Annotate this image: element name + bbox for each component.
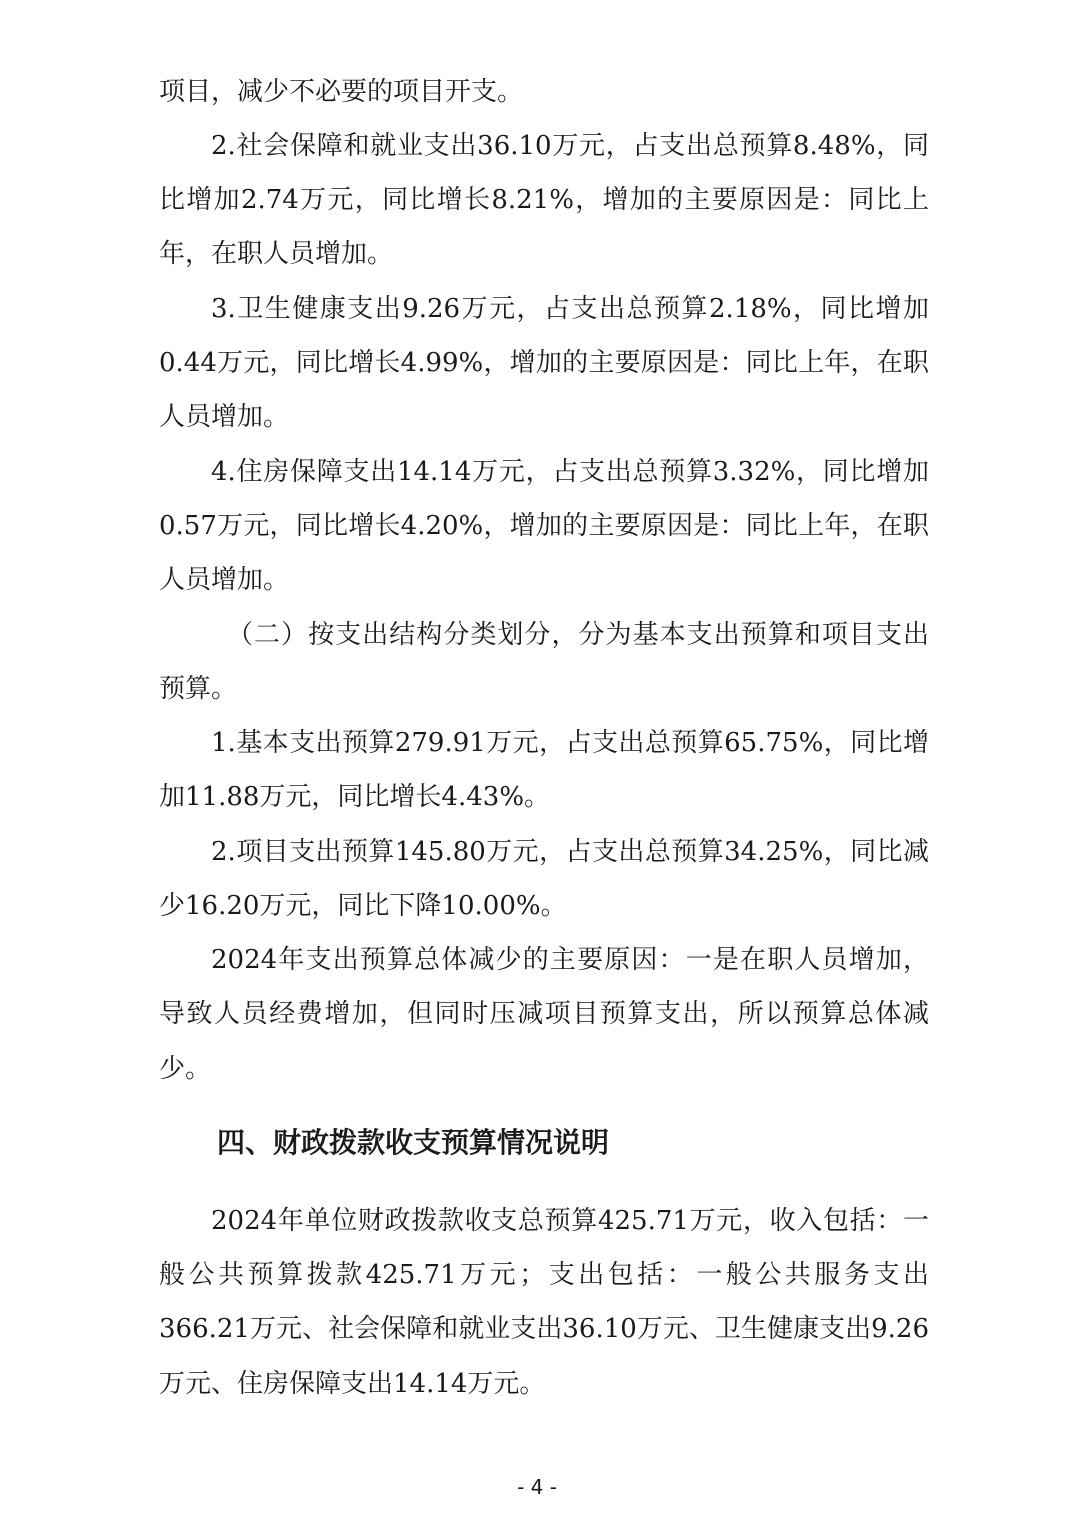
paragraph-line: 般公共预算拨款425.71万元；支出包括：一般公共服务支出 [159, 1260, 929, 1290]
paragraph-line: 4.住房保障支出14.14万元，占支出总预算3.32%，同比增加 [211, 457, 929, 487]
paragraph-line: 少16.20万元，同比下降10.00%。 [159, 891, 567, 921]
paragraph-line: 3.卫生健康支出9.26万元，占支出总预算2.18%，同比增加 [211, 294, 929, 324]
paragraph-line: 2.社会保障和就业支出36.10万元，占支出总预算8.48%，同 [211, 131, 929, 161]
paragraph-line: 人员增加。 [159, 402, 290, 432]
paragraph-line: 万元、住房保障支出14.14万元。 [159, 1369, 546, 1399]
paragraph-line: 2024年支出预算总体减少的主要原因：一是在职人员增加， [211, 945, 929, 975]
paragraph-line: 少。 [159, 1054, 212, 1084]
paragraph-line: 人员增加。 [159, 565, 290, 595]
paragraph-line: 项目，减少不必要的项目开支。 [159, 77, 524, 107]
paragraph-line: 年，在职人员增加。 [159, 239, 394, 269]
paragraph-line: 2024年单位财政拨款收支总预算425.71万元，收入包括：一 [211, 1206, 929, 1236]
paragraph-line: 1.基本支出预算279.91万元，占支出总预算65.75%，同比增 [211, 728, 929, 758]
paragraph-line: 加11.88万元，同比增长4.43%。 [159, 782, 551, 812]
section-heading: 四、财政拨款收支预算情况说明 [217, 1126, 610, 1159]
paragraph-line: 预算。 [159, 674, 238, 704]
paragraph-line: 导致人员经费增加，但同时压减项目预算支出，所以预算总体减 [159, 999, 929, 1029]
paragraph-line: 366.21万元、社会保障和就业支出36.10万元、卫生健康支出9.26 [159, 1314, 929, 1344]
paragraph-line: 0.57万元，同比增长4.20%，增加的主要原因是：同比上年，在职 [159, 511, 929, 541]
paragraph-line: （二）按支出结构分类划分，分为基本支出预算和项目支出 [227, 620, 929, 650]
paragraph-line: 0.44万元，同比增长4.99%，增加的主要原因是：同比上年，在职 [159, 348, 929, 378]
paragraph-line: 比增加2.74万元，同比增长8.21%，增加的主要原因是：同比上 [159, 185, 929, 215]
page-number: - 4 - [517, 1475, 557, 1499]
paragraph-line: 2.项目支出预算145.80万元，占支出总预算34.25%，同比减 [211, 837, 929, 867]
